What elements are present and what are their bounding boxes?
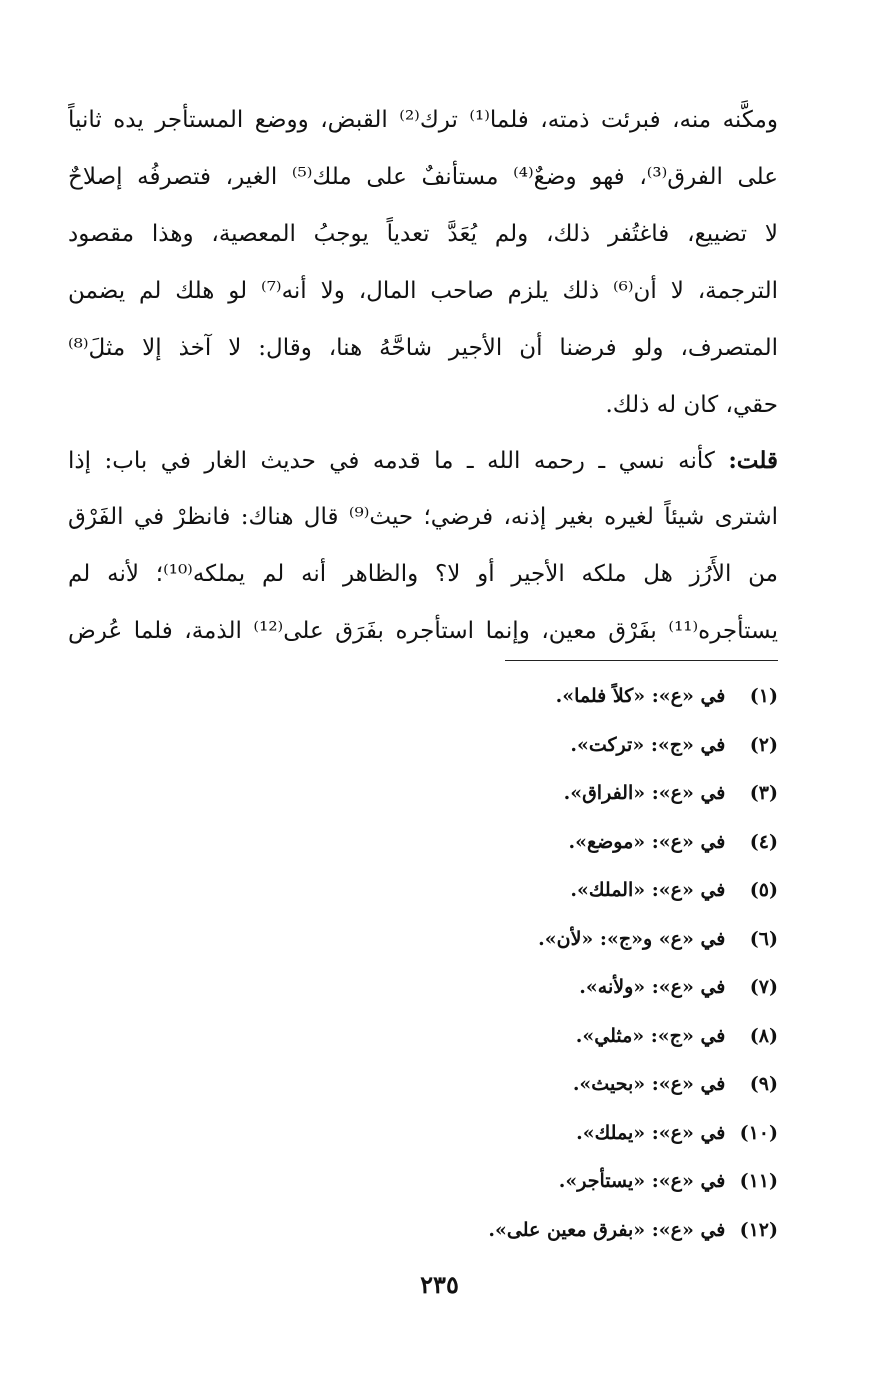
footnote-separator (505, 660, 778, 661)
footnote-number: (١) (749, 685, 778, 707)
footnotes-list (300, 672, 778, 1254)
footnote-number: (٦) (749, 927, 778, 950)
footnote-text: في «ج»: «تركت». (570, 733, 726, 756)
footnote-number: (١٢) (739, 1218, 778, 1241)
commentary-first-line: كأنه نسي ـ رحمه الله ـ ما قدمه في حديث الغار في باب: إذا (68, 448, 729, 474)
footnote (300, 721, 778, 770)
footnote-text: في «ع»: «بحيث». (572, 1073, 726, 1095)
text-line: المتصرف، ولو فرضنا أن الأجير شاحَّهُ هنا، وقال: لا آخذ إلا مثلَ⁽⁸⁾ (68, 335, 778, 361)
text-line: لا تضييع، فاغتُفر ذلك، ولم يُعَدَّ تعدياً يوجبُ المعصية، وهذا مقصود (68, 221, 778, 247)
text-line: اشترى شيئاً لغيره بغير إذنه، فرضي؛ حيث⁽⁹⁾ قال هناك: فانظرْ في الفَرْق (68, 504, 778, 530)
footnote-text: في «ج»: «مثلي». (575, 1024, 726, 1047)
footnote-number: (٣) (749, 782, 778, 804)
footnote (300, 915, 778, 964)
footnote (300, 1157, 778, 1206)
footnote (300, 1109, 778, 1158)
commentary-paragraph (68, 432, 778, 660)
text-line: ومكَّنه منه، فبرئت ذمته، فلما⁽¹⁾ ترك⁽²⁾ القبض، ووضع المستأجر يده ثانياً (68, 107, 778, 133)
footnote-text: في «ع»: «بفرق معين على». (488, 1218, 726, 1241)
main-paragraph (68, 92, 778, 434)
footnote (300, 1060, 778, 1109)
footnote (300, 672, 778, 721)
text-line (68, 432, 778, 489)
footnote (300, 1206, 778, 1255)
footnote-number: (١٠) (739, 1121, 778, 1144)
text-line: الترجمة، لا أن⁽⁶⁾ ذلك يلزم صاحب المال، ولا أنه⁽⁷⁾ لو هلك لم يضمن (68, 278, 778, 304)
footnote (300, 1012, 778, 1061)
footnote-number: (٥) (749, 879, 778, 901)
text-line: يستأجره⁽¹¹⁾ بفَرْق معين، وإنما استأجره بفَرَق على⁽¹²⁾ الذمة، فلما عُرض (68, 618, 778, 644)
footnote-number: (١١) (739, 1170, 778, 1192)
footnote-number: (٩) (749, 1073, 778, 1095)
footnote-text: في «ع»: «الملك». (570, 879, 726, 901)
footnote-text: في «ع»: «كلاً فلما». (555, 685, 726, 707)
footnote (300, 818, 778, 867)
footnote-number: (٧) (749, 976, 778, 998)
footnote-text: في «ع»: «الفراق». (563, 782, 726, 804)
page-number: ٢٣٥ (420, 1270, 459, 1299)
footnote (300, 866, 778, 915)
footnote-number: (٤) (749, 830, 778, 853)
commentary-lead: قلت: (728, 447, 778, 474)
footnote-text: في «ع» و«ج»: «لأن». (538, 927, 726, 950)
footnote-number: (٨) (749, 1024, 778, 1047)
footnote-text: في «ع»: «موضع». (568, 830, 726, 853)
footnote-text: في «ع»: «ولأنه». (579, 976, 726, 998)
footnote-text: في «ع»: «يملك». (576, 1121, 726, 1144)
footnote (300, 769, 778, 818)
footnote-number: (٢) (749, 733, 778, 756)
footnote-text: في «ع»: «يستأجر». (558, 1170, 726, 1192)
text-line: من الأَرُز هل ملكه الأجير أو لا؟ والظاهر أنه لم يملكه⁽¹⁰⁾؛ لأنه لم (68, 561, 778, 587)
text-line: على الفرق⁽³⁾، فهو وضعٌ⁽⁴⁾ مستأنفٌ على ملك⁽⁵⁾ الغير، فتصرفُه إصلاحٌ (68, 164, 778, 190)
text-line: حقي، كان له ذلك. (605, 392, 778, 418)
footnote (300, 963, 778, 1012)
